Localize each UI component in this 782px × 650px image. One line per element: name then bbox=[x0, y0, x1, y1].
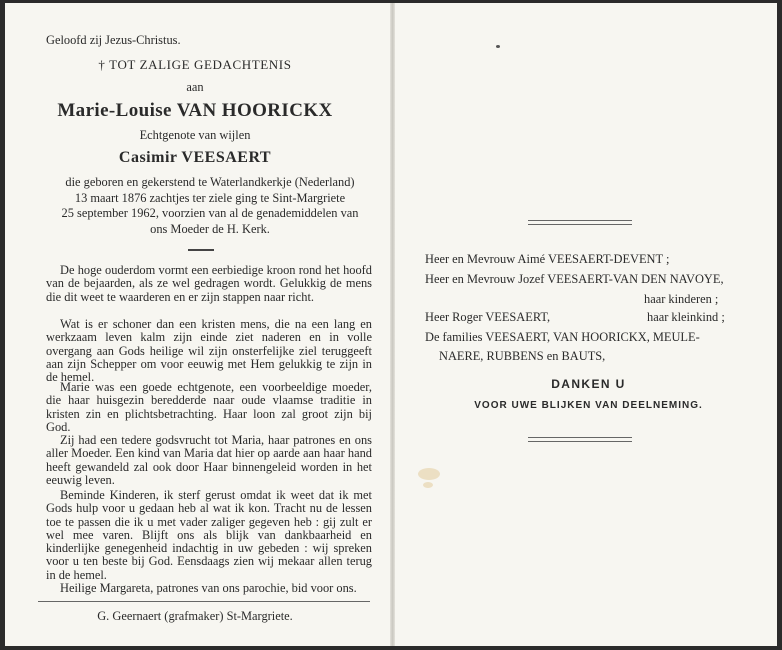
biography bbox=[47, 175, 373, 237]
ink-speck bbox=[496, 45, 500, 48]
biography-line: die geboren en gekerstend te Waterlandkerkje (Nederland) bbox=[65, 175, 355, 189]
memorial-heading: † TOT ZALIGE GEDACHTENIS bbox=[98, 57, 292, 72]
spouse-intro: Echtgenote van wijlen bbox=[139, 128, 251, 142]
double-rule-top bbox=[528, 220, 632, 225]
biography-line: 13 maart 1876 zachtjes ter ziele ging te Sint-Margriete bbox=[74, 190, 346, 205]
opening-line: Geloofd zij Jezus-Christus. bbox=[46, 33, 181, 47]
aan-text: aan bbox=[186, 80, 204, 94]
biography-line: ons Moeder de H. Kerk. bbox=[150, 221, 270, 236]
paragraph-2: Wat is er schoner dan een kristen mens, die na een lang en werkzaam leven kalm zijn einde ziet naderen en in volle overgang aan Gods heilige wil zijn onsterfelijke ziel teruggeeft aan zijn Schepper om voor eeuwig met Hem gelukkig te zijn in de hemel. bbox=[46, 317, 372, 385]
paragraph-3: Marie was een goede echtgenote, een voorbeeldige moeder, die haar huisgezin beredderde naar oude vlaamse traditie in kristen zin en plichtsbetrachting. Haar loon zal groot zijn bij God. bbox=[46, 380, 372, 434]
double-rule-bottom bbox=[528, 437, 632, 442]
family-line-4b: haar kleinkind ; bbox=[647, 310, 725, 324]
left-panel bbox=[0, 0, 390, 650]
right-panel bbox=[395, 0, 782, 650]
paragraph-1: De hoge ouderdom vormt een eerbiedige kroon rond het hoofd van de bejaarden, als ze wel gedragen wordt. Gelukkig de mens die dit weet te waarderen en er zijn stappen naar richt. bbox=[46, 263, 372, 304]
spouse-name: Casimir VEESAERT bbox=[118, 149, 272, 166]
family-line-3: haar kinderen ; bbox=[644, 292, 719, 306]
divider bbox=[188, 249, 214, 251]
biography-line: 25 september 1962, voorzien van al de genademiddelen van bbox=[61, 206, 359, 220]
family-line-1: Heer en Mevrouw Aimé VEESAERT-DEVENT ; bbox=[425, 252, 670, 266]
family-line-2: Heer en Mevrouw Jozef VEESAERT-VAN DEN NAVOYE, bbox=[425, 272, 724, 286]
printer-credit: G. Geernaert (grafmaker) St-Margriete. bbox=[97, 609, 293, 623]
thanks-subline: VOOR UWE BLIJKEN VAN DEELNEMING. bbox=[474, 400, 703, 411]
paragraph-5: Beminde Kinderen, ik sterf gerust omdat ik weet dat ik met Gods hulp voor u gedaan heb al wat ik kon. Tracht nu de lessen toe te passen die ik u met vader zaliger gegeven heb : gij zult er wel mee varen. Blijft ons als blijk van dankbaarheid en kinderlijke genegenheid indachtig in uw gebeden : wij spreken voor u ten beste bij God. Eensdaags zien wij mekaar allen terug in de hemel. bbox=[46, 488, 372, 582]
footer-rule bbox=[38, 601, 370, 602]
family-line-6: NAERE, RUBBENS en BAUTS, bbox=[439, 349, 606, 363]
paragraph-4: Zij had een tedere godsvrucht tot Maria, haar patrones en ons aller Moeder. Een kind van Maria dat hier op aarde aan haar hand heeft gewandeld zal ook door Haar binnengeleid worden in het eeuwig leven. bbox=[46, 433, 372, 487]
paper-stain bbox=[418, 468, 440, 480]
deceased-name: Marie-Louise VAN HOORICKX bbox=[57, 100, 333, 121]
family-line-4a: Heer Roger VEESAERT, bbox=[425, 310, 551, 324]
family-line-5: De families VEESAERT, VAN HOORICKX, MEULE- bbox=[425, 330, 700, 344]
prayer-line: Heilige Margareta, patrones van ons parochie, bid voor ons. bbox=[60, 581, 357, 595]
paper-stain bbox=[423, 482, 433, 488]
thanks-heading: DANKEN U bbox=[551, 377, 626, 391]
